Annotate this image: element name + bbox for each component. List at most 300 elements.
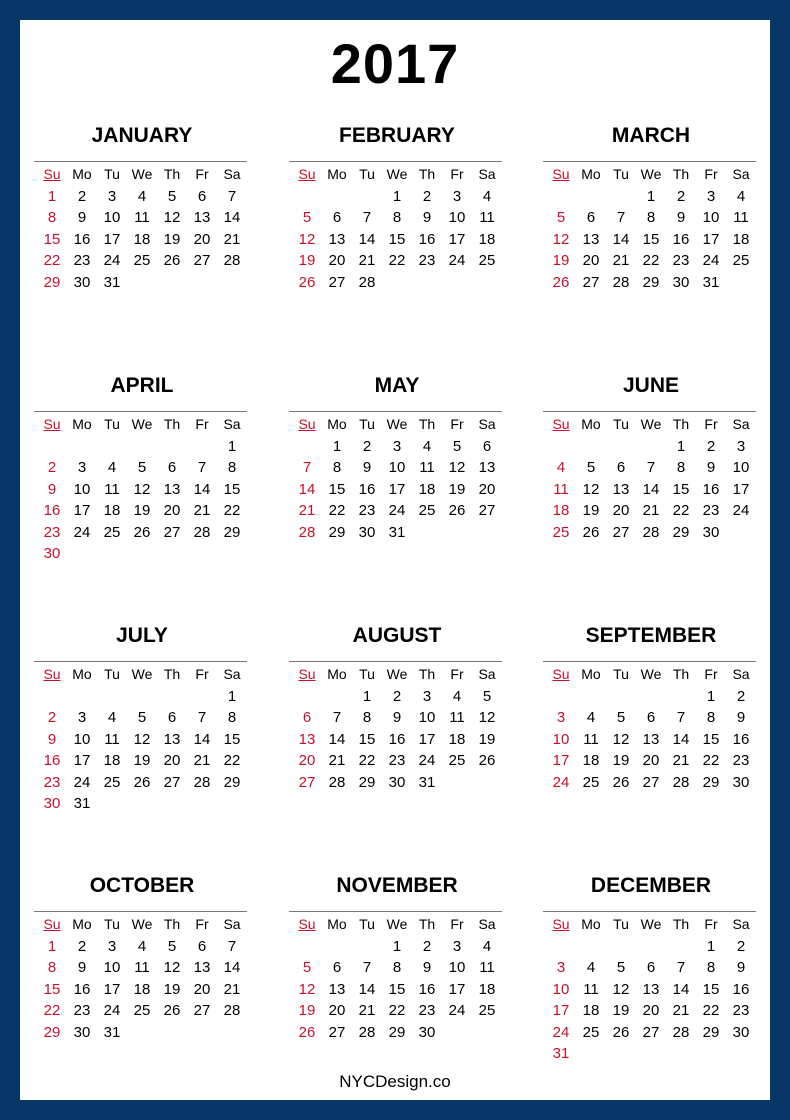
weekday-header: Th xyxy=(672,916,690,932)
day-cell: 20 xyxy=(582,252,600,269)
day-cell: 11 xyxy=(134,209,150,226)
day-cell: 4 xyxy=(107,459,117,476)
day-cell: 11 xyxy=(479,959,495,976)
weekday-header: Fr xyxy=(195,666,209,682)
calendar-page xyxy=(20,20,770,1100)
day-cell: 12 xyxy=(582,480,600,498)
day-cell: 29 xyxy=(702,1023,720,1041)
day-cell: 7 xyxy=(332,709,342,726)
month-name: OCTOBER xyxy=(89,874,195,897)
day-cell: 24 xyxy=(732,502,750,519)
day-cell: 24 xyxy=(702,252,720,269)
day-cell: 27 xyxy=(478,502,496,519)
day-cell: 7 xyxy=(227,187,237,205)
day-cell: 1 xyxy=(706,687,716,705)
day-cell: 15 xyxy=(43,980,61,998)
weekday-header: Mo xyxy=(72,916,92,932)
day-cell: 19 xyxy=(448,480,466,498)
empty-cell xyxy=(606,436,636,458)
weekday-header: Th xyxy=(163,166,181,182)
day-cell: 22 xyxy=(702,752,720,769)
day-cell: 11 xyxy=(553,480,569,498)
empty-cell xyxy=(37,436,67,458)
days-grid xyxy=(37,914,247,1043)
weekday-header: Sa xyxy=(478,916,496,932)
day-cell: 26 xyxy=(552,273,570,291)
weekday-header: Tu xyxy=(613,416,629,432)
weekday-header: Sa xyxy=(223,916,241,932)
day-cell: 5 xyxy=(167,187,177,205)
weekday-header: Mo xyxy=(581,916,601,932)
day-cell: 3 xyxy=(107,187,117,205)
days-grid xyxy=(292,664,502,793)
day-cell: 11 xyxy=(449,709,465,726)
day-cell: 3 xyxy=(107,937,117,955)
month-divider xyxy=(34,911,247,912)
day-cell: 28 xyxy=(672,773,690,791)
day-cell: 14 xyxy=(672,980,690,998)
day-cell: 1 xyxy=(392,187,402,205)
day-cell: 23 xyxy=(43,523,61,541)
day-cell: 6 xyxy=(167,709,177,726)
weekday-header: We xyxy=(386,916,408,932)
month-july xyxy=(37,620,247,815)
day-cell: 26 xyxy=(133,523,151,541)
month-name: MARCH xyxy=(611,124,691,147)
day-cell: 2 xyxy=(706,437,716,455)
day-cell: 28 xyxy=(672,1023,690,1041)
day-cell: 9 xyxy=(736,709,746,726)
empty-cell xyxy=(292,936,322,958)
day-cell: 6 xyxy=(646,959,656,976)
day-cell: 24 xyxy=(388,502,406,519)
days-grid xyxy=(37,664,247,815)
day-cell: 2 xyxy=(47,709,57,726)
day-cell: 6 xyxy=(302,709,312,726)
weekday-header: Su xyxy=(298,666,316,682)
day-cell: 17 xyxy=(103,230,121,248)
day-cell: 29 xyxy=(672,523,690,541)
empty-cell xyxy=(576,186,606,208)
day-cell: 10 xyxy=(73,480,91,498)
day-cell: 25 xyxy=(133,1002,151,1019)
weekday-header: Th xyxy=(672,666,690,682)
weekday-header: Th xyxy=(418,416,436,432)
weekday-header: Fr xyxy=(704,666,718,682)
days-grid xyxy=(37,414,247,565)
day-cell: 2 xyxy=(676,187,686,205)
day-cell: 20 xyxy=(612,502,630,519)
day-cell: 23 xyxy=(732,752,750,769)
day-cell: 4 xyxy=(452,687,462,705)
day-cell: 15 xyxy=(388,980,406,998)
day-cell: 3 xyxy=(422,687,432,705)
day-cell: 15 xyxy=(223,480,241,498)
day-cell: 3 xyxy=(706,187,716,205)
weekday-header: Mo xyxy=(581,166,601,182)
weekday-header: Mo xyxy=(72,166,92,182)
day-cell: 27 xyxy=(163,773,181,791)
day-cell: 2 xyxy=(362,437,372,455)
day-cell: 13 xyxy=(478,459,496,476)
day-cell: 20 xyxy=(328,252,346,269)
day-cell: 14 xyxy=(193,730,211,748)
day-cell: 16 xyxy=(358,480,376,498)
day-cell: 3 xyxy=(77,709,87,726)
day-cell: 5 xyxy=(482,687,492,705)
day-cell: 4 xyxy=(137,937,147,955)
day-cell: 12 xyxy=(552,230,570,248)
month-august xyxy=(292,620,502,793)
day-cell: 22 xyxy=(388,1002,406,1019)
weekday-header: Th xyxy=(672,166,690,182)
weekday-header: Mo xyxy=(581,666,601,682)
day-cell: 16 xyxy=(73,980,91,998)
day-cell: 16 xyxy=(732,980,750,998)
day-cell: 17 xyxy=(388,480,406,498)
month-divider xyxy=(543,411,756,412)
day-cell: 21 xyxy=(672,752,690,769)
day-cell: 23 xyxy=(732,1002,750,1019)
day-cell: 1 xyxy=(362,687,372,705)
day-cell: 29 xyxy=(223,523,241,541)
day-cell: 11 xyxy=(104,480,120,498)
day-cell: 16 xyxy=(672,230,690,248)
day-cell: 20 xyxy=(193,980,211,998)
day-cell: 4 xyxy=(107,709,117,726)
day-cell: 6 xyxy=(167,459,177,476)
day-cell: 7 xyxy=(646,459,656,476)
day-cell: 10 xyxy=(732,459,750,476)
day-cell: 4 xyxy=(586,959,596,976)
weekday-header: Tu xyxy=(104,166,120,182)
weekday-header: Th xyxy=(672,416,690,432)
day-cell: 10 xyxy=(103,959,121,976)
day-cell: 10 xyxy=(552,980,570,998)
month-name: JUNE xyxy=(622,374,680,397)
empty-cell xyxy=(606,936,636,958)
day-cell: 20 xyxy=(642,752,660,769)
day-cell: 28 xyxy=(642,523,660,541)
empty-cell xyxy=(352,186,382,208)
day-cell: 6 xyxy=(586,209,596,226)
day-cell: 9 xyxy=(362,459,372,476)
weekday-header: We xyxy=(640,666,662,682)
day-cell: 15 xyxy=(223,730,241,748)
day-cell: 7 xyxy=(197,459,207,476)
day-cell: 4 xyxy=(482,937,492,955)
day-cell: 22 xyxy=(672,502,690,519)
day-cell: 8 xyxy=(392,209,402,226)
day-cell: 30 xyxy=(732,773,750,791)
day-cell: 8 xyxy=(392,959,402,976)
day-cell: 17 xyxy=(448,230,466,248)
weekday-header: Th xyxy=(418,166,436,182)
empty-cell xyxy=(322,936,352,958)
day-cell: 14 xyxy=(223,959,241,976)
empty-cell xyxy=(157,686,187,708)
day-cell: 27 xyxy=(582,273,600,291)
day-cell: 30 xyxy=(418,1023,436,1041)
day-cell: 30 xyxy=(672,273,690,291)
day-cell: 16 xyxy=(418,230,436,248)
month-may xyxy=(292,370,502,543)
day-cell: 15 xyxy=(702,730,720,748)
month-name: SEPTEMBER xyxy=(585,624,717,647)
days-grid xyxy=(292,414,502,543)
weekday-header: Sa xyxy=(732,416,750,432)
month-september xyxy=(546,620,756,793)
weekday-header: Sa xyxy=(223,166,241,182)
day-cell: 5 xyxy=(616,959,626,976)
day-cell: 30 xyxy=(702,523,720,541)
day-cell: 31 xyxy=(103,273,121,291)
day-cell: 29 xyxy=(358,773,376,791)
day-cell: 6 xyxy=(616,459,626,476)
day-cell: 12 xyxy=(163,209,181,226)
day-cell: 21 xyxy=(223,980,241,998)
day-cell: 13 xyxy=(298,730,316,748)
day-cell: 22 xyxy=(388,252,406,269)
day-cell: 9 xyxy=(706,459,716,476)
weekday-header: We xyxy=(386,666,408,682)
day-cell: 25 xyxy=(478,252,496,269)
day-cell: 2 xyxy=(392,687,402,705)
day-cell: 25 xyxy=(133,252,151,269)
weekday-header: We xyxy=(640,166,662,182)
day-cell: 16 xyxy=(43,752,61,769)
weekday-header: Sa xyxy=(478,416,496,432)
day-cell: 12 xyxy=(448,459,466,476)
weekday-header: Mo xyxy=(72,666,92,682)
day-cell: 23 xyxy=(388,752,406,769)
day-cell: 26 xyxy=(298,1023,316,1041)
weekday-header: Mo xyxy=(327,416,347,432)
day-cell: 1 xyxy=(706,937,716,955)
day-cell: 19 xyxy=(298,252,316,269)
day-cell: 29 xyxy=(43,273,61,291)
empty-cell xyxy=(352,936,382,958)
day-cell: 27 xyxy=(612,523,630,541)
month-november xyxy=(292,870,502,1043)
day-cell: 7 xyxy=(362,959,372,976)
day-cell: 1 xyxy=(392,937,402,955)
month-name: DECEMBER xyxy=(590,874,712,897)
day-cell: 21 xyxy=(328,752,346,769)
day-cell: 1 xyxy=(676,437,686,455)
day-cell: 24 xyxy=(103,1002,121,1019)
weekday-header: Fr xyxy=(704,916,718,932)
day-cell: 28 xyxy=(328,773,346,791)
day-cell: 24 xyxy=(103,252,121,269)
day-cell: 1 xyxy=(47,187,57,205)
day-cell: 18 xyxy=(448,730,466,748)
month-divider xyxy=(289,911,502,912)
day-cell: 18 xyxy=(582,1002,600,1019)
weekday-header: Su xyxy=(552,166,570,182)
day-cell: 8 xyxy=(332,459,342,476)
day-cell: 24 xyxy=(448,252,466,269)
day-cell: 15 xyxy=(43,230,61,248)
month-divider xyxy=(34,411,247,412)
month-divider xyxy=(34,161,247,162)
day-cell: 27 xyxy=(193,252,211,269)
weekday-header: Su xyxy=(552,666,570,682)
day-cell: 8 xyxy=(47,959,57,976)
weekday-header: Th xyxy=(163,666,181,682)
weekday-header: Sa xyxy=(732,666,750,682)
empty-cell xyxy=(636,936,666,958)
day-cell: 15 xyxy=(328,480,346,498)
day-cell: 28 xyxy=(223,1002,241,1019)
day-cell: 13 xyxy=(193,209,211,226)
weekday-header: Sa xyxy=(732,916,750,932)
day-cell: 20 xyxy=(328,1002,346,1019)
day-cell: 10 xyxy=(552,730,570,748)
day-cell: 14 xyxy=(358,230,376,248)
day-cell: 19 xyxy=(163,230,181,248)
day-cell: 18 xyxy=(582,752,600,769)
day-cell: 18 xyxy=(103,752,121,769)
day-cell: 24 xyxy=(552,1023,570,1041)
day-cell: 10 xyxy=(73,730,91,748)
day-cell: 31 xyxy=(388,523,406,541)
day-cell: 20 xyxy=(163,752,181,769)
day-cell: 17 xyxy=(73,502,91,519)
day-cell: 5 xyxy=(586,459,596,476)
day-cell: 11 xyxy=(419,459,435,476)
day-cell: 22 xyxy=(43,1002,61,1019)
weekday-header: We xyxy=(386,416,408,432)
day-cell: 25 xyxy=(582,773,600,791)
weekday-header: We xyxy=(640,916,662,932)
empty-cell xyxy=(127,686,157,708)
day-cell: 31 xyxy=(702,273,720,291)
day-cell: 12 xyxy=(612,980,630,998)
day-cell: 19 xyxy=(478,730,496,748)
day-cell: 22 xyxy=(223,752,241,769)
day-cell: 14 xyxy=(193,480,211,498)
day-cell: 20 xyxy=(298,752,316,769)
day-cell: 2 xyxy=(77,937,87,955)
weekday-header: Th xyxy=(418,666,436,682)
day-cell: 1 xyxy=(227,437,237,455)
day-cell: 27 xyxy=(163,523,181,541)
day-cell: 12 xyxy=(163,959,181,976)
day-cell: 3 xyxy=(77,459,87,476)
day-cell: 11 xyxy=(733,209,749,226)
day-cell: 26 xyxy=(298,273,316,291)
day-cell: 6 xyxy=(646,709,656,726)
day-cell: 12 xyxy=(298,980,316,998)
day-cell: 8 xyxy=(362,709,372,726)
empty-cell xyxy=(606,686,636,708)
month-january xyxy=(37,120,247,293)
day-cell: 27 xyxy=(328,1023,346,1041)
day-cell: 13 xyxy=(328,980,346,998)
day-cell: 7 xyxy=(302,459,312,476)
day-cell: 13 xyxy=(582,230,600,248)
day-cell: 21 xyxy=(223,230,241,248)
day-cell: 7 xyxy=(676,959,686,976)
day-cell: 27 xyxy=(193,1002,211,1019)
day-cell: 27 xyxy=(642,1023,660,1041)
empty-cell xyxy=(546,436,576,458)
empty-cell xyxy=(546,936,576,958)
weekday-header: Tu xyxy=(613,666,629,682)
month-divider xyxy=(34,661,247,662)
month-name: APRIL xyxy=(110,374,174,397)
month-divider xyxy=(289,161,502,162)
day-cell: 23 xyxy=(672,252,690,269)
footer-credit: NYCDesign.co xyxy=(339,1072,451,1091)
days-grid xyxy=(546,164,756,293)
weekday-header: Mo xyxy=(327,166,347,182)
day-cell: 20 xyxy=(642,1002,660,1019)
day-cell: 15 xyxy=(388,230,406,248)
weekday-header: Fr xyxy=(450,916,464,932)
empty-cell xyxy=(187,436,217,458)
empty-cell xyxy=(127,436,157,458)
day-cell: 21 xyxy=(642,502,660,519)
day-cell: 10 xyxy=(448,959,466,976)
day-cell: 6 xyxy=(332,959,342,976)
day-cell: 13 xyxy=(163,480,181,498)
day-cell: 1 xyxy=(332,437,342,455)
day-cell: 26 xyxy=(133,773,151,791)
weekday-header: Su xyxy=(43,416,61,432)
weekday-header: Mo xyxy=(581,416,601,432)
weekday-header: We xyxy=(131,916,153,932)
day-cell: 21 xyxy=(358,1002,376,1019)
day-cell: 2 xyxy=(77,187,87,205)
day-cell: 5 xyxy=(452,437,462,455)
weekday-header: Fr xyxy=(450,416,464,432)
empty-cell xyxy=(37,686,67,708)
day-cell: 23 xyxy=(418,1002,436,1019)
day-cell: 29 xyxy=(43,1023,61,1041)
weekday-header: We xyxy=(640,416,662,432)
day-cell: 7 xyxy=(616,209,626,226)
day-cell: 18 xyxy=(133,230,151,248)
day-cell: 14 xyxy=(298,480,316,498)
day-cell: 24 xyxy=(73,523,91,541)
day-cell: 8 xyxy=(47,209,57,226)
day-cell: 20 xyxy=(478,480,496,498)
day-cell: 14 xyxy=(672,730,690,748)
day-cell: 6 xyxy=(332,209,342,226)
day-cell: 11 xyxy=(583,980,599,998)
day-cell: 23 xyxy=(73,1002,91,1019)
empty-cell xyxy=(292,436,322,458)
month-february xyxy=(292,120,502,293)
day-cell: 23 xyxy=(43,773,61,791)
day-cell: 18 xyxy=(478,980,496,998)
day-cell: 30 xyxy=(43,545,61,562)
day-cell: 5 xyxy=(556,209,566,226)
weekday-header: Tu xyxy=(104,416,120,432)
weekday-header: Fr xyxy=(450,666,464,682)
weekday-header: Tu xyxy=(359,916,375,932)
day-cell: 5 xyxy=(137,459,147,476)
day-cell: 31 xyxy=(418,773,436,791)
weekday-header: We xyxy=(131,416,153,432)
day-cell: 26 xyxy=(163,1002,181,1019)
day-cell: 18 xyxy=(552,502,570,519)
empty-cell xyxy=(97,436,127,458)
day-cell: 1 xyxy=(646,187,656,205)
day-cell: 21 xyxy=(193,752,211,769)
